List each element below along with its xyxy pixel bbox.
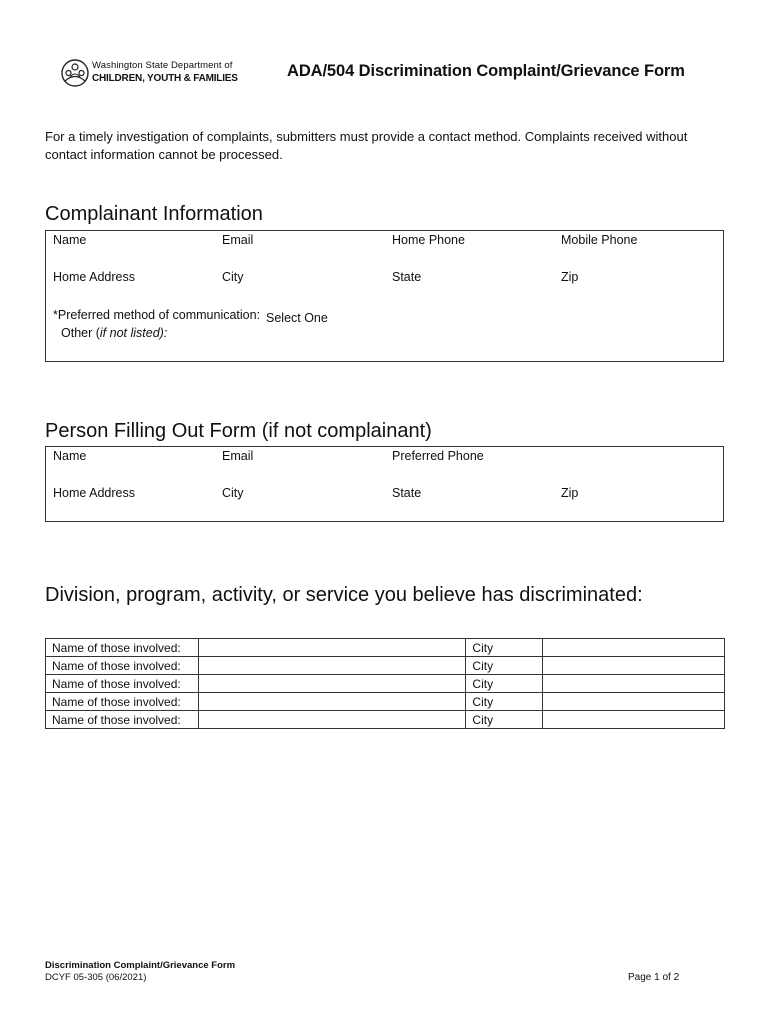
filler-preferred-phone-field[interactable]: Preferred Phone xyxy=(392,449,484,463)
involved-name-input[interactable] xyxy=(198,657,465,675)
complainant-zip-field[interactable]: Zip xyxy=(561,270,579,284)
filler-home-address-field[interactable]: Home Address xyxy=(53,486,135,500)
complainant-info-box xyxy=(45,230,724,362)
table-row xyxy=(46,657,725,675)
filler-section-title: Person Filling Out Form (if not complainant) xyxy=(45,420,432,442)
complainant-city-field[interactable]: City xyxy=(222,270,244,284)
filler-info-box xyxy=(45,446,724,522)
filler-state-field[interactable]: State xyxy=(392,486,422,500)
complainant-email-field[interactable]: Email xyxy=(222,233,254,247)
involved-city-label: City xyxy=(466,675,543,693)
involved-city-input[interactable] xyxy=(543,657,725,675)
complainant-mobile-phone-field[interactable]: Mobile Phone xyxy=(561,233,638,247)
involved-name-label: Name of those involved: xyxy=(46,693,199,711)
involved-city-label: City xyxy=(466,639,543,657)
footer-form-name: Discrimination Complaint/Grievance Form xyxy=(45,960,236,971)
involved-city-label: City xyxy=(466,711,543,729)
filler-name-field[interactable]: Name xyxy=(53,449,87,463)
involved-name-input[interactable] xyxy=(198,711,465,729)
other-method-field[interactable] xyxy=(61,326,167,340)
filler-email-field[interactable]: Email xyxy=(222,449,254,463)
table-row xyxy=(46,675,725,693)
involved-city-label: City xyxy=(466,657,543,675)
involved-city-label: City xyxy=(466,693,543,711)
table-row xyxy=(46,639,725,657)
complainant-section-title: Complainant Information xyxy=(45,203,263,225)
agency-name-line1: Washington State Department of xyxy=(92,60,233,71)
agency-logo xyxy=(60,58,238,90)
form-title: ADA/504 Discrimination Complaint/Grievance Form xyxy=(287,62,685,80)
dcyf-logo-icon xyxy=(60,58,90,88)
involved-city-input[interactable] xyxy=(543,693,725,711)
involved-name-label: Name of those involved: xyxy=(46,657,199,675)
involved-city-input[interactable] xyxy=(543,675,725,693)
involved-name-input[interactable] xyxy=(198,675,465,693)
table-row xyxy=(46,711,725,729)
intro-text: For a timely investigation of complaints, submitters must provide a contact method. Complaints received without contact information cannot be processed. xyxy=(45,129,688,162)
involved-name-input[interactable] xyxy=(198,639,465,657)
filler-city-field[interactable]: City xyxy=(222,486,244,500)
preferred-method-select[interactable]: Select One xyxy=(266,311,328,325)
table-row xyxy=(46,693,725,711)
division-section-title: Division, program, activity, or service you believe has discriminated: xyxy=(45,584,643,606)
involved-city-input[interactable] xyxy=(543,639,725,657)
other-method-hint: if not listed): xyxy=(99,326,168,340)
complainant-home-phone-field[interactable]: Home Phone xyxy=(392,233,465,247)
involved-name-label: Name of those involved: xyxy=(46,675,199,693)
involved-name-label: Name of those involved: xyxy=(46,639,199,657)
footer-form-number: DCYF 05-305 (06/2021) xyxy=(45,972,147,983)
involved-city-input[interactable] xyxy=(543,711,725,729)
complainant-state-field[interactable]: State xyxy=(392,270,422,284)
involved-parties-table xyxy=(45,638,725,729)
other-method-label: Other ( xyxy=(61,326,100,340)
footer-page-number: Page 1 of 2 xyxy=(628,972,680,983)
involved-name-label: Name of those involved: xyxy=(46,711,199,729)
involved-name-input[interactable] xyxy=(198,693,465,711)
complainant-home-address-field[interactable]: Home Address xyxy=(53,270,135,284)
preferred-method-label: *Preferred method of communication: xyxy=(53,308,261,322)
complainant-name-field[interactable]: Name xyxy=(53,233,87,247)
agency-name-line2: CHILDREN, YOUTH & FAMILIES xyxy=(92,73,238,84)
filler-zip-field[interactable]: Zip xyxy=(561,486,579,500)
